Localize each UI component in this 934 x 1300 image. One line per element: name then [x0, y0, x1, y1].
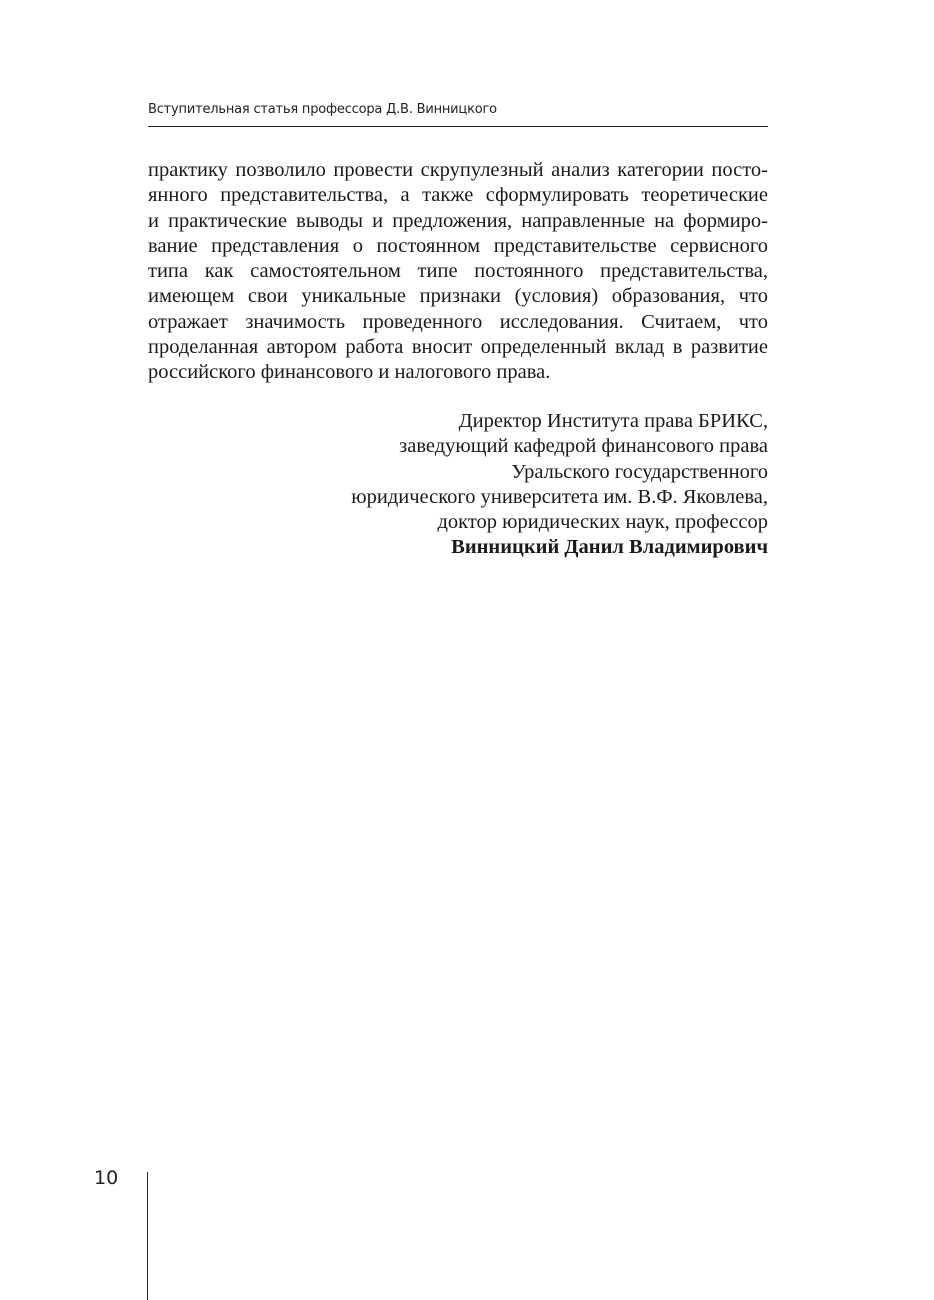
margin-rule [147, 1172, 148, 1300]
body-line: вание представления о постоянном представительстве сервисного [148, 234, 768, 257]
header-rule [148, 126, 768, 127]
body-line: российского финансового и налогового права. [148, 361, 551, 384]
signature-title-line: юридического университета им. В.Ф. Яковлева, [351, 485, 768, 508]
signature-block [300, 409, 768, 561]
body-paragraph [148, 158, 768, 386]
body-line: и практические выводы и предложения, направленные на формиро- [148, 209, 768, 232]
body-line: имеющем свои уникальные признаки (условия) образования, что [148, 285, 768, 308]
signature-title-line: заведующий кафедрой финансового права [399, 435, 768, 458]
body-line: янного представительства, а также сформулировать теоретические [148, 184, 768, 207]
body-line: отражает значимость проведенного исследования. Считаем, что [148, 310, 768, 333]
body-line: типа как самостоятельном типе постоянного представительства, [148, 260, 768, 283]
body-line: проделанная автором работа вносит определенный вклад в развитие [148, 336, 768, 359]
signature-title-line: Директор Института права БРИКС, [458, 410, 768, 432]
body-line: практику позволило провести скрупулезный анализ категории посто- [148, 159, 768, 181]
page-number: 10 [94, 1167, 119, 1189]
signature-name: Винницкий Данил Владимирович [451, 536, 768, 559]
signature-title-line: Уральского государственного [511, 460, 768, 483]
running-header: Вступительная статья профессора Д.В. Винницкого [148, 102, 497, 117]
signature-title-line: доктор юридических наук, профессор [437, 511, 768, 534]
